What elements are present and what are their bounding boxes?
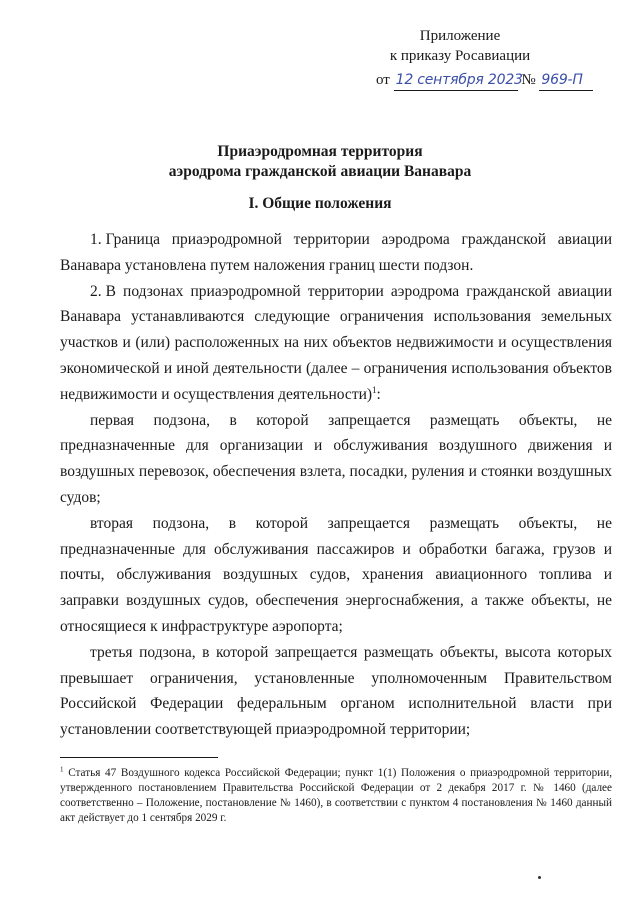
- handwritten-date: 12 сентября 2023: [394, 70, 518, 91]
- footnote-separator: [60, 757, 218, 758]
- number-label: №: [521, 72, 536, 88]
- appendix-label: Приложение: [419, 28, 501, 44]
- paragraph-1-text: Граница приаэродромной территории аэродрома гражданской авиации Ванавара установлена путем наложения границ шести подзон.: [60, 231, 612, 274]
- paragraph-subzone-3: третья подзона, в которой запрещается размещать объекты, высота которых превышает ограничения, установленные уполномоченным Правительством Российской Федерации федеральным органом исполнительной власти при установлении соответствующей приаэродромной территории;: [60, 643, 612, 739]
- appendix-block: [330, 26, 590, 66]
- handwritten-order-number: 969-П: [539, 70, 593, 91]
- section-heading: I. Общие положения: [248, 195, 392, 212]
- footnote: [60, 766, 612, 826]
- paragraph-2-tail: :: [376, 385, 381, 403]
- paragraph-1-number: 1.: [90, 231, 102, 248]
- paragraph-2-number: 2.: [90, 282, 102, 300]
- title-line-2: аэродрома гражданской авиации Ванавара: [168, 163, 472, 180]
- paragraph-1: [60, 227, 612, 279]
- footnote-text: Статья 47 Воздушного кодекса Российской Федерации; пункт 1(1) Положения о приаэродромной территории, утвержденного постановлением Правительства Российской Федерации от 2 декабря 2017 г. № 1460 (далее соответственно – Положение, постановление № 1460), в соответствии с пунктом 4 постановления № 1460 данный акт действует до 1 сентября 2029 г.: [60, 767, 613, 824]
- order-date-number-line: [376, 70, 616, 91]
- footnote-reference: 1: [372, 384, 377, 395]
- paragraph-subzone-2: вторая подзона, в которой запрещается размещать объекты, не предназначенные для обслуживания пассажиров и обработки багажа, грузов и почты, обслуживания воздушных судов, хранения авиационного топлива и заправки воздушных судов, обеспечения энергоснабжения, а также объекты, не относящиеся к инфраструктуре аэропорта;: [60, 514, 612, 635]
- footnote-mark: 1: [60, 765, 64, 774]
- appendix-order-reference: к приказу Росавиации: [389, 48, 531, 64]
- paragraph-2: [60, 279, 612, 408]
- from-label: от: [376, 72, 390, 88]
- document-body: [60, 227, 612, 743]
- paragraph-subzone-1: первая подзона, в которой запрещается размещать объекты, не предназначенные для организации и обслуживания воздушного движения и воздушных перевозок, обеспечения взлета, посадки, руления и стоянки воздушных судов;: [60, 411, 612, 506]
- scan-speck: [538, 876, 541, 879]
- document-title: [60, 142, 580, 182]
- paragraph-2-text: В подзонах приаэродромной территории аэродрома гражданской авиации Ванавара устанавливаются следующие ограничения использования земельных участков и (или) расположенных на них объектов недвижимости и осуществления экономической и иной деятельности (далее – ограничения использования объектов недвижимости и осуществления деятельности): [60, 282, 612, 403]
- title-line-1: Приаэродромная территория: [217, 143, 423, 160]
